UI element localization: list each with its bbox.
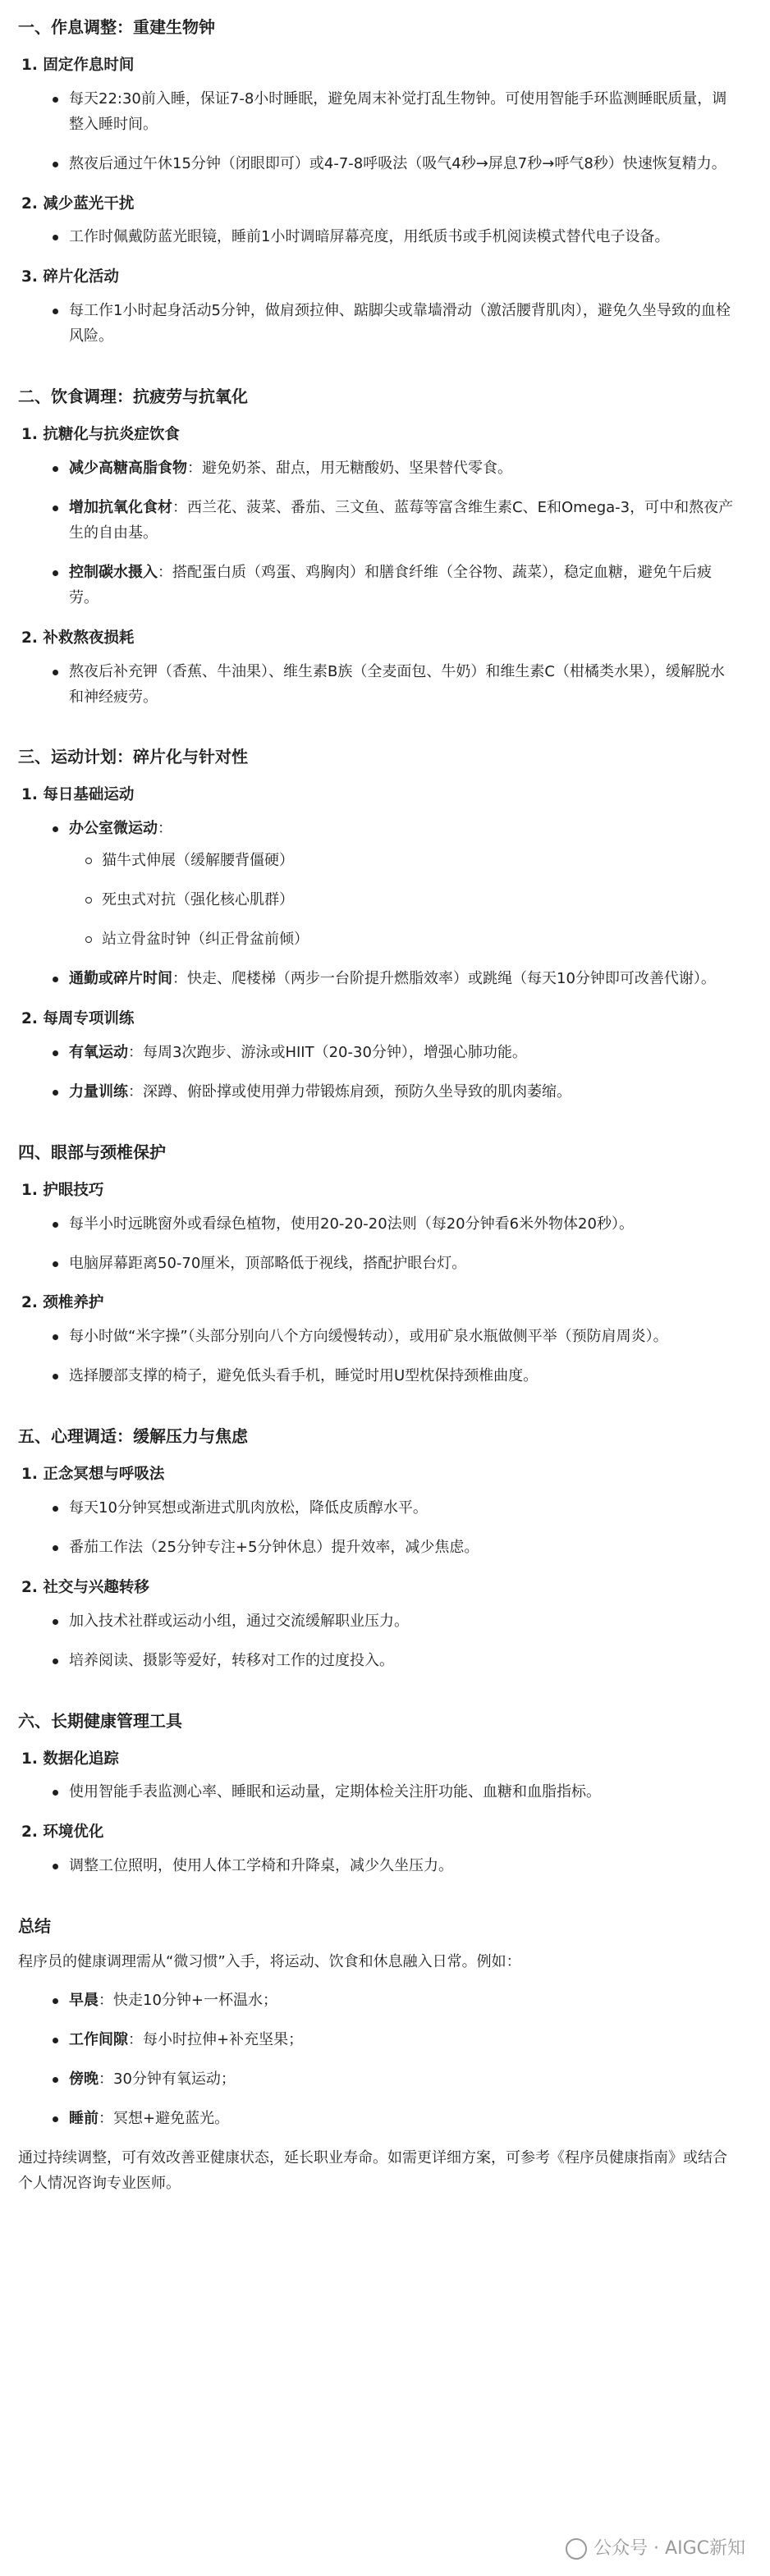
list-item [53,1609,734,1635]
item-term: 力量训练 [69,1082,128,1100]
list-item [53,299,734,350]
list-item [53,496,734,547]
nested-list-item: 死虫式对抗（强化核心肌群） [85,888,734,913]
item-term: 傍晚 [69,2070,99,2089]
item-text: ：避免奶茶、甜点，用无糖酸奶、坚果替代零食。 [187,459,512,477]
watermark-text: 公众号 · AIGC新知 [594,2538,745,2560]
section-heading: 四、眼部与颈椎保护 [18,1142,166,1162]
item-text: ：搭配蛋白质（鸡蛋、鸡胸肉）和膳食纤维（全谷物、蔬菜），稳定血糖，避免午后疲劳。 [69,563,712,606]
list-item [53,1041,734,1066]
subsection-heading: 3. 碎片化活动 [21,268,119,286]
bullet-list [18,1041,734,1105]
section-heading: 六、长期健康管理工具 [18,1710,182,1731]
list-item [53,456,734,482]
list-item [53,1854,734,1879]
item-text: 每小时做“米字操”（头部分别向八个方向缓慢转动），或用矿泉水瓶做侧平举（预防肩周炎）。 [69,1328,668,1346]
bullet-list [18,456,734,611]
section-heading: 二、饮食调理：抗疲劳与抗氧化 [18,387,248,407]
subsection-heading: 2. 减少蓝光干扰 [21,194,135,213]
list-item [53,152,734,177]
subsection-heading: 1. 每日基础运动 [21,786,135,804]
summary-closing: 通过持续调整，可有效改善亚健康状态，延长职业寿命。如需更详细方案，可参考《程序员健康指南》或结合个人情况咨询专业医师。 [18,2148,727,2192]
item-text: ：西兰花、菠菜、番茄、三文鱼、蓝莓等富含维生素C、E和Omega-3，可中和熬夜产生的自由基。 [69,498,734,542]
section-heading: 五、心理调适：缓解压力与焦虑 [18,1426,248,1447]
nested-list-item: 猫牛式伸展（缓解腰背僵硬） [85,849,734,874]
item-text: 每天22:30前入睡，保证7-8小时睡眠，避免周末补觉打乱生物钟。可使用智能手环监测睡眠质量，调整入睡时间。 [69,89,727,133]
nested-list-item: 站立骨盆时钟（纠正骨盆前倾） [85,927,734,953]
item-text: ：每小时拉伸+补充坚果； [128,2031,304,2049]
item-term: 控制碳水摄入 [69,563,158,581]
list-item [53,1649,734,1674]
bullet-list [18,87,734,177]
bullet-list [18,817,734,992]
item-text: 调整工位照明，使用人体工学椅和升降桌，减少久坐压力。 [69,1857,453,1875]
item-text: 番茄工作法（25分钟专注+5分钟休息）提升效率，减少焦虑。 [69,1538,479,1556]
list-item [53,817,734,953]
section-heading: 三、运动计划：碎片化与针对性 [18,747,248,767]
subsection-heading: 1. 护眼技巧 [21,1181,104,1199]
subsection-heading: 2. 环境优化 [21,1823,104,1842]
summary-intro: 程序员的健康调理需从“微习惯”入手，将运动、饮食和休息融入日常。例如： [18,1953,521,1971]
subsection-heading: 2. 每周专项训练 [21,1010,135,1028]
bullet-list [18,1212,734,1277]
bullet-list [18,660,734,711]
subsection-heading: 1. 抗糖化与抗炎症饮食 [21,426,180,444]
subsection-heading: 2. 颈椎养护 [21,1294,104,1312]
item-text: ：深蹲、俯卧撑或使用弹力带锻炼肩颈，预防久坐导致的肌肉萎缩。 [128,1082,571,1100]
item-text: ：快走10分钟+一杯温水； [99,1992,277,2010]
subsection-heading: 1. 固定作息时间 [21,57,135,74]
list-item [53,1780,734,1805]
subsection-heading: 2. 补救熬夜损耗 [21,629,135,647]
item-text: 加入技术社群或运动小组，通过交流缓解职业压力。 [69,1612,409,1630]
item-text: 每半小时远眺窗外或看绿色植物，使用20-20-20法则（每20分钟看6米外物体20秒）。 [69,1215,634,1233]
item-text: ：快走、爬楼梯（两步一台阶提升燃脂效率）或跳绳（每天10分钟即可改善代谢）。 [172,970,716,988]
item-term: 减少高糖高脂食物 [69,459,187,477]
summary-heading: 总结 [18,1916,51,1937]
summary-item [53,2028,734,2053]
list-item [53,1364,734,1389]
summary-item [53,2067,734,2093]
nested-list [69,849,734,953]
item-text: 电脑屏幕距离50-70厘米，顶部略低于视线，搭配护眼台灯。 [69,1254,467,1272]
bullet-list [18,299,734,350]
list-item [53,87,734,138]
section-heading: 一、作息调整：重建生物钟 [18,17,215,37]
bullet-list [18,1325,734,1389]
subsection-heading: 1. 数据化追踪 [21,1750,119,1768]
item-text: 工作时佩戴防蓝光眼镜，睡前1小时调暗屏幕亮度，用纸质书或手机阅读模式替代电子设备。 [69,228,670,246]
item-term: 睡前 [69,2109,99,2127]
bullet-list [18,1609,734,1674]
bullet-list [18,1496,734,1561]
list-item [53,1080,734,1105]
list-item [53,225,734,250]
item-text: ： [158,820,172,838]
summary-item [53,2107,734,2132]
item-term: 办公室微运动 [69,820,158,838]
item-text: 选择腰部支撑的椅子，避免低头看手机，睡觉时用U型枕保持颈椎曲度。 [69,1367,539,1385]
item-term: 早晨 [69,1992,99,2010]
item-term: 增加抗氧化食材 [69,498,172,516]
item-text: 熬夜后补充钾（香蕉、牛油果）、维生素B族（全麦面包、牛奶）和维生素C（柑橘类水果），缓解脱水和神经疲劳。 [69,662,725,706]
summary-item [53,1988,734,2014]
wechat-icon [566,2538,587,2560]
item-text: 使用智能手表监测心率、睡眠和运动量，定期体检关注肝功能、血糖和血脂指标。 [69,1783,601,1801]
list-item [53,1251,734,1277]
list-item [53,967,734,992]
item-term: 工作间隙 [69,2031,128,2049]
bullet-list [18,225,734,250]
item-text: 每工作1小时起身活动5分钟，做肩颈拉伸、踮脚尖或靠墙滑动（激活腰背肌肉），避免久坐导致的血栓风险。 [69,302,731,345]
watermark [566,2533,745,2565]
summary-list [18,1988,734,2132]
item-term: 有氧运动 [69,1043,128,1061]
list-item [53,1325,734,1350]
list-item [53,1535,734,1561]
list-item [53,1212,734,1238]
item-text: 熬夜后通过午休15分钟（闭眼即可）或4-7-8呼吸法（吸气4秒→屏息7秒→呼气8秒）快速恢复精力。 [69,154,726,172]
item-text: 每天10分钟冥想或渐进式肌肉放松，降低皮质醇水平。 [69,1499,428,1517]
list-item [53,1496,734,1521]
subsection-heading: 1. 正念冥想与呼吸法 [21,1466,165,1484]
item-text: ：30分钟有氧运动； [99,2070,236,2089]
bullet-list [18,1780,734,1805]
item-text: 培养阅读、摄影等爱好，转移对工作的过度投入。 [69,1651,394,1669]
list-item [53,660,734,711]
subsection-heading: 2. 社交与兴趣转移 [21,1578,149,1596]
item-text: ：冥想+避免蓝光。 [99,2109,230,2127]
item-term: 通勤或碎片时间 [69,970,172,988]
item-text: ：每周3次跑步、游泳或HIIT（20-30分钟），增强心肺功能。 [128,1043,527,1061]
list-item [53,560,734,611]
bullet-list [18,1854,734,1879]
